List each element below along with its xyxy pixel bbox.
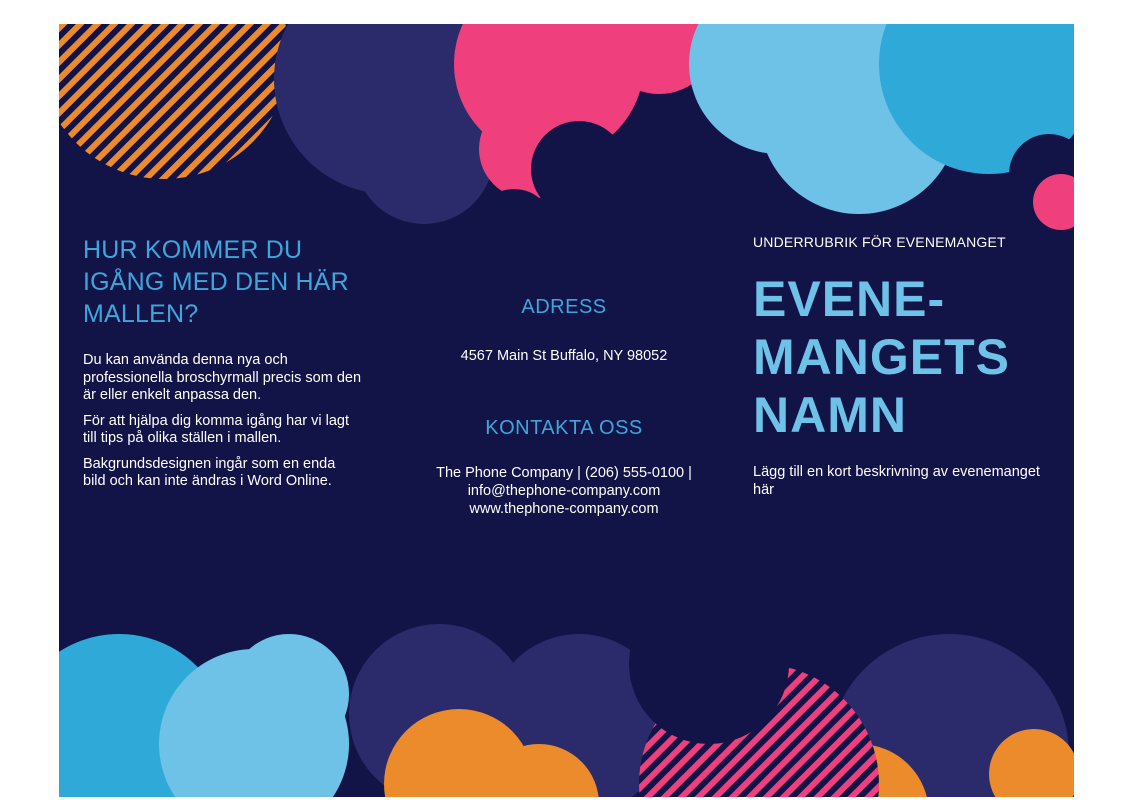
- heading-line: HUR KOMMER DU: [83, 236, 303, 264]
- description-line: här: [753, 481, 774, 498]
- contact-line: www.thephone-company.com: [469, 501, 659, 517]
- paragraph: [83, 352, 373, 405]
- brochure-page: [59, 24, 1074, 797]
- event-title: [753, 270, 1053, 444]
- paragraph-line: För att hjälpa dig komma igång har vi lagt: [83, 412, 349, 429]
- paragraph-line: är eller enkelt anpassa den.: [83, 387, 262, 403]
- navy-blob: [629, 584, 789, 744]
- purple-blob: [654, 139, 764, 249]
- contact-text: [404, 464, 724, 518]
- right-panel: [753, 234, 1053, 499]
- paragraph-line: professionella broschyrmall precis som den: [83, 369, 362, 386]
- contact-heading: KONTAKTA OSS: [485, 417, 643, 439]
- paragraph: [83, 413, 373, 448]
- title-line: EVENE-: [753, 271, 946, 327]
- address-text: 4567 Main St Buffalo, NY 98052: [460, 348, 668, 364]
- contact-line: The Phone Company | (206) 555-0100 |: [436, 465, 692, 481]
- paragraph-line: bild och kan inte ändras i Word Online.: [83, 473, 332, 489]
- title-line: NAMN: [753, 387, 907, 443]
- navy-blob: [531, 121, 627, 217]
- heading-line: MALLEN?: [83, 300, 199, 328]
- left-panel: [83, 234, 373, 499]
- light-blue-blob: [229, 634, 349, 754]
- contact-line: info@thephone-company.com: [467, 483, 661, 499]
- middle-panel: [404, 296, 724, 518]
- paragraph: [83, 456, 373, 491]
- striped-orange-shape: [59, 24, 289, 179]
- paragraph-line: Bakgrundsdesignen ingår som en enda: [83, 455, 336, 472]
- heading-line: IGÅNG MED DEN HÄR: [83, 268, 349, 296]
- description-line: Lägg till en kort beskrivning av evenemanget: [753, 464, 1040, 480]
- event-description: [753, 464, 1053, 499]
- navy-blob: [474, 189, 554, 269]
- paragraph-line: Du kan använda denna nya och: [83, 352, 288, 368]
- section-heading: [83, 234, 373, 330]
- title-line: MANGETS: [753, 329, 1010, 385]
- address-heading: ADRESS: [521, 296, 607, 318]
- paragraph-line: till tips på olika ställen i mallen.: [83, 430, 282, 446]
- event-subheading: UNDERRUBRIK FÖR EVENEMANGET: [753, 234, 1006, 250]
